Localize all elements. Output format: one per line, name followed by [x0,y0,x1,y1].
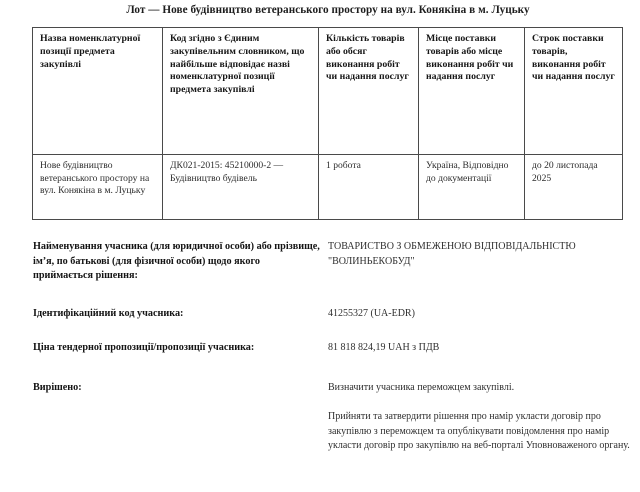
detail-value [328,240,630,269]
detail-label: Ціна тендерної пропозиції/пропозиції учасника: [33,342,255,354]
detail-value-line: ТОВАРИСТВО З ОБМЕЖЕНОЮ ВІДПОВІДАЛЬНІСТЮ "ВОЛИНЬЕКОБУД" [328,241,576,267]
detail-row-decision [33,381,630,454]
table-header-cell: Назва номенклатурної позиції предмета закупівлі [33,28,163,155]
table-cell: ДК021-2015: 45210000-2 — Будівництво будівель [163,155,319,220]
table-cell: 1 робота [319,155,419,220]
table-header-cell: Кількість товарів або обсяг виконання робіт чи надання послуг [319,28,419,155]
detail-value-line: Прийняти та затвердити рішення про намір укласти договір про закупівлю з переможцем та опублікувати повідомлення про намір укласти договір про закупівлю на веб-порталі Уповноваженого органу. [328,411,630,452]
detail-row-tender-price [33,341,630,356]
detail-value [328,341,630,356]
table-header-row [33,28,623,155]
table-cell: Україна, Відповідно до документації [419,155,525,220]
table-header-cell: Код згідно з Єдиним закупівельним словником, що найбільше відповідає назві номенклатурної позиції предмета закупівлі [163,28,319,155]
detail-label: Вирішено: [33,381,82,393]
detail-label: Ідентифікаційний код учасника: [33,307,184,319]
detail-value [328,381,630,454]
detail-row-identification-code [33,307,630,322]
detail-label: Найменування учасника (для юридичної особи) або прізвище, ім’я, по батькові (для фізичної особи) щодо якого приймається рішення: [33,241,320,282]
table-header-cell: Місце поставки товарів або місце виконання робіт чи надання послуг [419,28,525,155]
lot-table [32,27,623,220]
table-cell: Нове будівництво ветеранського простору на вул. Конякіна в м. Луцьку [33,155,163,220]
detail-value-line: 41255327 (UA-EDR) [328,307,415,319]
page-title: Лот — Нове будівництво ветеранського простору на вул. Конякіна в м. Луцьку [126,4,530,16]
detail-value-line: Визначити учасника переможцем закупівлі. [328,381,515,393]
table-header-cell: Строк поставки товарів, виконання робіт чи надання послуг [525,28,623,155]
detail-value-line: 81 818 824,19 UAH з ПДВ [328,342,440,354]
details-section [33,240,630,454]
detail-row-participant-name [33,240,630,284]
table-row [33,155,623,220]
detail-value [328,307,630,322]
table-cell: до 20 листопада 2025 [525,155,623,220]
